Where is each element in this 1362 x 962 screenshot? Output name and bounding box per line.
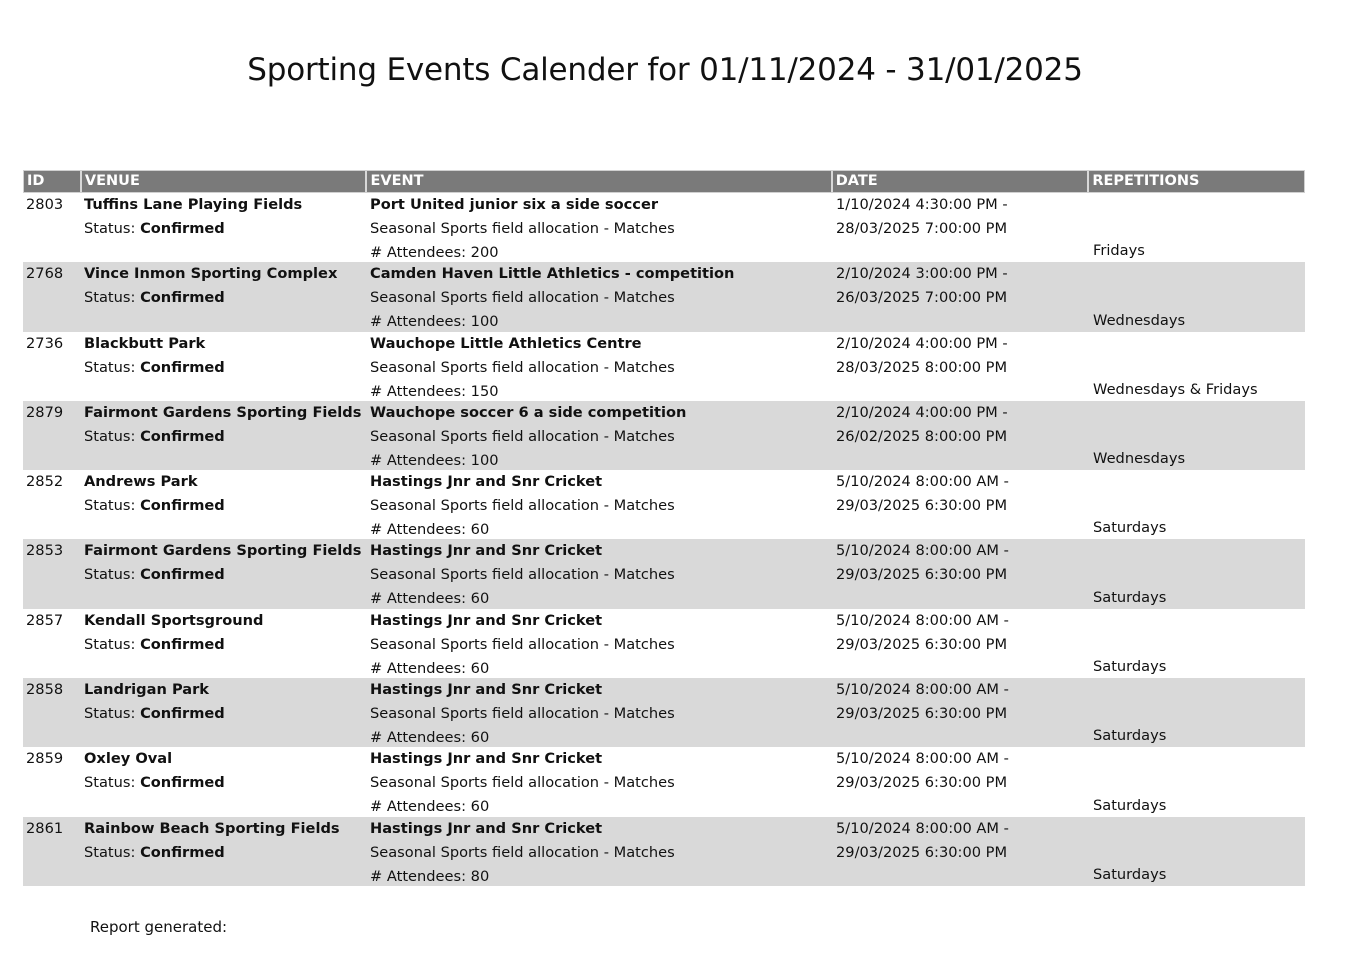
event-name: Port United junior six a side soccer (370, 196, 659, 213)
repetitions-cell (1090, 539, 1305, 608)
event-category: Seasonal Sports field allocation - Matches (370, 843, 675, 861)
event-category: Seasonal Sports field allocation - Matches (370, 497, 675, 515)
date-end: 26/02/2025 8:00:00 PM (836, 427, 1008, 445)
status-value: Confirmed (140, 705, 225, 723)
column-header-repetitions: REPETITIONS (1092, 173, 1200, 189)
event-id: 2858 (26, 681, 64, 699)
status-line (84, 286, 367, 310)
attendees-label: # Attendees: (370, 313, 471, 331)
report-title: Sporting Events Calender for 01/11/2024 - 31/01/2025 (247, 52, 1083, 88)
status-value: Confirmed (140, 843, 225, 861)
status-line (84, 841, 367, 865)
venue-cell (81, 332, 367, 401)
event-name: Hastings Jnr and Snr Cricket (370, 681, 603, 699)
repetitions-cell (1090, 262, 1305, 331)
repetitions-cell (1090, 747, 1305, 816)
table-row (23, 262, 1305, 331)
report-generated-label: Report generated: (90, 918, 228, 936)
date-end: 28/03/2025 7:00:00 PM (836, 220, 1008, 237)
event-id: 2859 (26, 750, 64, 768)
status-label: Status: (84, 427, 141, 445)
attendees-line (370, 865, 833, 886)
table-row (23, 817, 1305, 886)
event-cell (367, 817, 833, 886)
venue-cell (81, 678, 367, 747)
date-start: 5/10/2024 8:00:00 AM - (836, 611, 1009, 629)
status-label: Status: (84, 289, 141, 307)
event-name: Hastings Jnr and Snr Cricket (370, 473, 603, 491)
date-cell (833, 817, 1090, 886)
table-row (23, 609, 1305, 678)
date-cell (833, 401, 1090, 470)
date-start: 5/10/2024 8:00:00 AM - (836, 681, 1009, 699)
event-cell (367, 678, 833, 747)
repetitions-cell (1090, 401, 1305, 470)
venue-name: Tuffins Lane Playing Fields (84, 196, 303, 213)
status-line (84, 425, 367, 449)
event-id: 2857 (26, 611, 64, 629)
table-row (23, 470, 1305, 539)
event-id: 2768 (26, 265, 64, 283)
event-category: Seasonal Sports field allocation - Matches (370, 566, 675, 584)
date-cell (833, 678, 1090, 747)
repetitions-cell (1090, 678, 1305, 747)
attendees-value: 100 (470, 451, 499, 469)
event-id: 2861 (26, 819, 64, 837)
event-id-cell (23, 817, 81, 886)
event-name: Wauchope soccer 6 a side competition (370, 403, 687, 421)
event-id: 2853 (26, 542, 64, 560)
attendees-label: # Attendees: (370, 244, 471, 261)
venue-name: Rainbow Beach Sporting Fields (84, 819, 340, 837)
attendees-value: 60 (470, 798, 490, 816)
event-cell (367, 401, 833, 470)
status-value: Confirmed (140, 497, 225, 515)
table-row (23, 539, 1305, 608)
event-id-cell (23, 193, 81, 262)
repetitions-cell (1090, 817, 1305, 886)
status-value: Confirmed (140, 635, 225, 653)
status-label: Status: (84, 220, 141, 237)
date-start: 5/10/2024 8:00:00 AM - (836, 750, 1009, 768)
repetitions-cell (1090, 193, 1305, 262)
venue-cell (81, 401, 367, 470)
event-cell (367, 539, 833, 608)
table-row (23, 401, 1305, 470)
venue-cell (81, 609, 367, 678)
status-value: Confirmed (140, 220, 225, 237)
venue-name: Oxley Oval (84, 750, 173, 768)
attendees-label: # Attendees: (370, 521, 471, 539)
event-cell (367, 262, 833, 331)
venue-cell (81, 262, 367, 331)
status-line (84, 217, 367, 241)
event-id-cell (23, 262, 81, 331)
status-value: Confirmed (140, 566, 225, 584)
event-id-cell (23, 747, 81, 816)
status-line (84, 771, 367, 795)
date-end: 29/03/2025 6:30:00 PM (836, 497, 1008, 515)
repetitions-value: Saturdays (1093, 658, 1167, 676)
attendees-line (370, 518, 833, 539)
event-name: Wauchope Little Athletics Centre (370, 334, 642, 352)
event-category: Seasonal Sports field allocation - Matches (370, 289, 675, 307)
date-end: 26/03/2025 7:00:00 PM (836, 289, 1008, 307)
event-category: Seasonal Sports field allocation - Matches (370, 705, 675, 723)
venue-cell (81, 747, 367, 816)
attendees-line (370, 380, 833, 401)
status-label: Status: (84, 705, 141, 723)
date-start: 5/10/2024 8:00:00 AM - (836, 819, 1009, 837)
repetitions-value: Wednesdays (1093, 450, 1186, 468)
status-label: Status: (84, 566, 141, 584)
event-category: Seasonal Sports field allocation - Matches (370, 220, 675, 237)
event-id: 2852 (26, 473, 64, 491)
date-end: 29/03/2025 6:30:00 PM (836, 705, 1008, 723)
events-table (23, 170, 1305, 886)
column-header-venue: VENUE (82, 171, 368, 192)
column-header-date: DATE (833, 171, 1090, 192)
table-row (23, 332, 1305, 401)
status-label: Status: (84, 358, 141, 376)
attendees-value: 60 (470, 729, 490, 747)
attendees-label: # Attendees: (370, 867, 471, 885)
attendees-value: 60 (470, 659, 490, 677)
event-name: Hastings Jnr and Snr Cricket (370, 750, 603, 768)
event-name: Hastings Jnr and Snr Cricket (370, 819, 603, 837)
event-id-cell (23, 401, 81, 470)
venue-name: Andrews Park (84, 473, 198, 491)
table-header (23, 170, 1305, 193)
attendees-label: # Attendees: (370, 590, 471, 608)
event-id: 2879 (26, 403, 64, 421)
repetitions-value: Saturdays (1093, 727, 1167, 745)
date-cell (833, 539, 1090, 608)
attendees-value: 100 (470, 313, 499, 331)
date-cell (833, 262, 1090, 331)
attendees-value: 60 (470, 521, 490, 539)
attendees-label: # Attendees: (370, 659, 471, 677)
venue-name: Fairmont Gardens Sporting Fields (84, 542, 362, 560)
event-name: Hastings Jnr and Snr Cricket (370, 542, 603, 560)
date-end: 29/03/2025 6:30:00 PM (836, 635, 1008, 653)
repetitions-value: Saturdays (1093, 796, 1167, 814)
event-id: 2803 (26, 196, 64, 213)
status-label: Status: (84, 843, 141, 861)
attendees-line (370, 449, 833, 470)
event-id-cell (23, 470, 81, 539)
venue-cell (81, 470, 367, 539)
attendees-line (370, 310, 833, 331)
date-end: 29/03/2025 6:30:00 PM (836, 774, 1008, 792)
table-row (23, 193, 1305, 262)
attendees-line (370, 587, 833, 608)
table-body (23, 193, 1305, 886)
event-cell (367, 470, 833, 539)
event-cell (367, 193, 833, 262)
attendees-value: 60 (470, 590, 490, 608)
attendees-value: 80 (470, 867, 490, 885)
venue-name: Vince Inmon Sporting Complex (84, 265, 338, 283)
date-cell (833, 609, 1090, 678)
date-cell (833, 470, 1090, 539)
venue-name: Blackbutt Park (84, 334, 206, 352)
date-start: 2/10/2024 4:00:00 PM - (836, 403, 1008, 421)
date-start: 5/10/2024 8:00:00 AM - (836, 542, 1009, 560)
repetitions-value: Wednesdays & Fridays (1093, 380, 1258, 398)
status-label: Status: (84, 497, 141, 515)
attendees-value: 200 (470, 244, 499, 261)
event-id-cell (23, 332, 81, 401)
repetitions-cell (1090, 609, 1305, 678)
date-cell (833, 747, 1090, 816)
status-line (84, 702, 367, 726)
status-label: Status: (84, 635, 141, 653)
repetitions-value: Saturdays (1093, 588, 1167, 606)
attendees-line (370, 726, 833, 747)
status-value: Confirmed (140, 427, 225, 445)
status-label: Status: (84, 774, 141, 792)
event-category: Seasonal Sports field allocation - Matches (370, 774, 675, 792)
repetitions-value: Saturdays (1093, 865, 1167, 883)
status-line (84, 563, 367, 587)
status-value: Confirmed (140, 774, 225, 792)
date-cell (833, 332, 1090, 401)
repetitions-value: Saturdays (1093, 519, 1167, 537)
event-cell (367, 747, 833, 816)
attendees-label: # Attendees: (370, 798, 471, 816)
attendees-line (370, 657, 833, 678)
column-header-event: EVENT (367, 171, 832, 192)
table-row (23, 747, 1305, 816)
event-category: Seasonal Sports field allocation - Matches (370, 635, 675, 653)
event-cell (367, 609, 833, 678)
status-line (84, 356, 367, 380)
repetitions-value: Wednesdays (1093, 311, 1186, 329)
event-cell (367, 332, 833, 401)
attendees-label: # Attendees: (370, 382, 471, 400)
venue-name: Landrigan Park (84, 681, 210, 699)
attendees-line (370, 241, 833, 262)
venue-cell (81, 193, 367, 262)
event-name: Camden Haven Little Athletics - competition (370, 265, 735, 283)
repetitions-cell (1090, 470, 1305, 539)
attendees-value: 150 (470, 382, 499, 400)
date-start: 1/10/2024 4:30:00 PM - (836, 196, 1008, 213)
venue-cell (81, 539, 367, 608)
event-id-cell (23, 609, 81, 678)
repetitions-cell (1090, 332, 1305, 401)
date-end: 29/03/2025 6:30:00 PM (836, 566, 1008, 584)
status-line (84, 494, 367, 518)
venue-name: Fairmont Gardens Sporting Fields (84, 403, 362, 421)
event-id-cell (23, 539, 81, 608)
table-row (23, 678, 1305, 747)
date-start: 2/10/2024 4:00:00 PM - (836, 334, 1008, 352)
event-id: 2736 (26, 334, 64, 352)
date-end: 29/03/2025 6:30:00 PM (836, 843, 1008, 861)
attendees-label: # Attendees: (370, 729, 471, 747)
venue-cell (81, 817, 367, 886)
date-start: 5/10/2024 8:00:00 AM - (836, 473, 1009, 491)
event-id-cell (23, 678, 81, 747)
status-value: Confirmed (140, 358, 225, 376)
status-line (84, 633, 367, 657)
attendees-label: # Attendees: (370, 451, 471, 469)
attendees-line (370, 795, 833, 816)
venue-name: Kendall Sportsground (84, 611, 264, 629)
date-start: 2/10/2024 3:00:00 PM - (836, 265, 1008, 283)
date-end: 28/03/2025 8:00:00 PM (836, 358, 1008, 376)
repetitions-value: Fridays (1093, 242, 1145, 260)
column-header-id: ID (24, 171, 82, 192)
event-category: Seasonal Sports field allocation - Matches (370, 358, 675, 376)
event-category: Seasonal Sports field allocation - Matches (370, 427, 675, 445)
status-value: Confirmed (140, 289, 225, 307)
date-cell (833, 193, 1090, 262)
event-name: Hastings Jnr and Snr Cricket (370, 611, 603, 629)
